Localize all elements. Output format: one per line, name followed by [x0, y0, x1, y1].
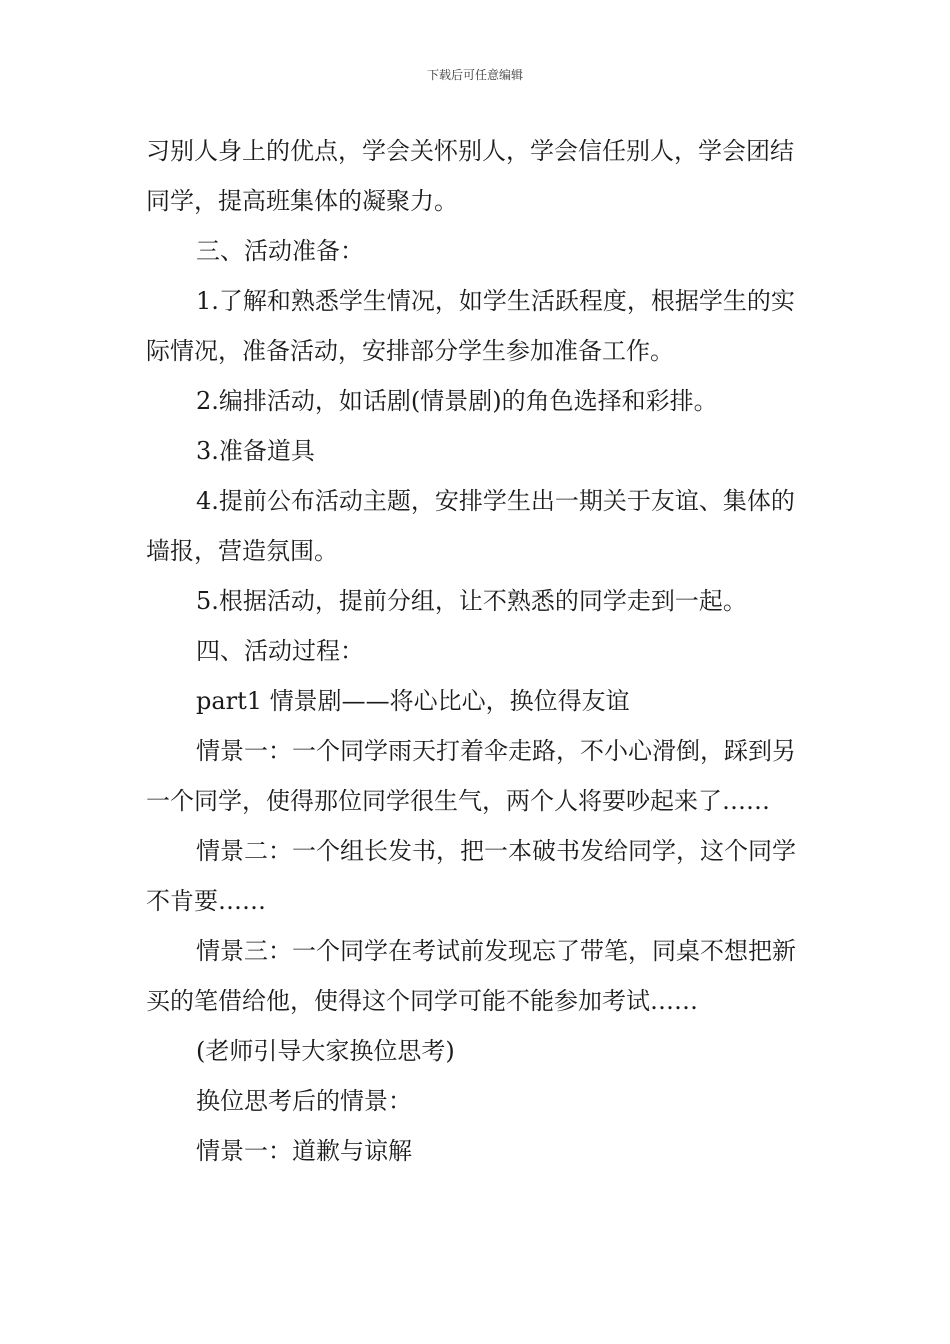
paragraph-after-heading: 换位思考后的情景：	[196, 1087, 412, 1115]
paragraph-1: 习别人身上的优点，学会关怀别人，学会信任别人，学会团结同学，提高班集体的凝聚力。	[146, 137, 794, 215]
paragraph-prep-3: 3.准备道具	[196, 437, 315, 465]
paragraph-prep-2: 2.编排活动，如话剧(情景剧)的角色选择和彩排。	[196, 387, 718, 415]
paragraph-prep-1: 1.了解和熟悉学生情况，如学生活跃程度，根据学生的实际情况，准备活动，安排部分学生参加准备工作。	[146, 287, 795, 365]
section-heading-process: 四、活动过程：	[196, 637, 364, 665]
paragraph-scene-2: 情景二：一个组长发书，把一本破书发给同学，这个同学不肯要……	[146, 837, 796, 915]
paragraph-after-scene-1: 情景一：道歉与谅解	[196, 1137, 412, 1165]
paragraph-prep-5: 5.根据活动，提前分组，让不熟悉的同学走到一起。	[196, 587, 747, 615]
paragraph-teacher-note: (老师引导大家换位思考)	[196, 1037, 455, 1065]
page-header: 下载后可任意编辑	[426, 68, 523, 82]
paragraph-scene-3: 情景三：一个同学在考试前发现忘了带笔，同桌不想把新买的笔借给他，使得这个同学可能不能参加考试……	[146, 937, 796, 1015]
paragraph-scene-1: 情景一：一个同学雨天打着伞走路，不小心滑倒，踩到另一个同学，使得那位同学很生气，两个人将要吵起来了……	[146, 737, 796, 815]
document-body	[146, 126, 808, 1176]
paragraph-prep-4: 4.提前公布活动主题，安排学生出一期关于友谊、集体的墙报，营造氛围。	[146, 487, 795, 565]
paragraph-part1-title: part1 情景剧——将心比心，换位得友谊	[196, 687, 630, 715]
section-heading-preparation: 三、活动准备：	[196, 237, 364, 265]
